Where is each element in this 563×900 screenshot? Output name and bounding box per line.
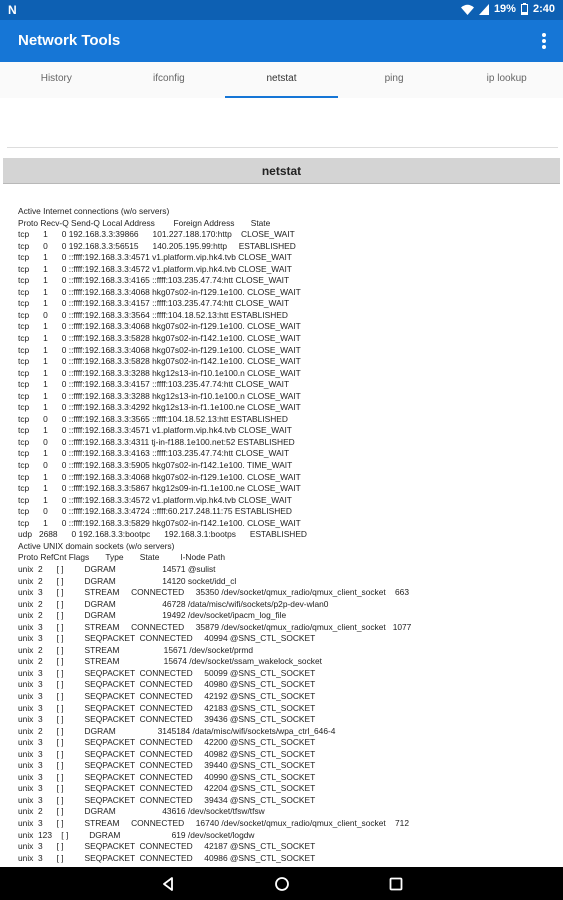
output-line: tcp 1 0 ::ffff:192.168.3.3:4068 hkg07s02-in-f129.1e100. CLOSE_WAIT	[18, 471, 301, 482]
output-line: tcp 1 0 ::ffff:192.168.3.3:4068 hkg07s02-in-f129.1e100. CLOSE_WAIT	[18, 286, 301, 297]
output-line: unix 3 [ ] SEQPACKET CONNECTED 42187 @SNS_CTL_SOCKET	[18, 841, 316, 852]
output-line: tcp 1 0 ::ffff:192.168.3.3:5828 hkg07s02-in-f142.1e100. CLOSE_WAIT	[18, 356, 301, 367]
output-line: unix 2 [ ] DGRAM 3145184 /data/misc/wifi/sockets/wpa_ctrl_646-4	[18, 725, 336, 736]
output-line: unix 3 [ ] SEQPACKET CONNECTED 40980 @SNS_CTL_SOCKET	[18, 679, 316, 690]
tab-netstat[interactable]: netstat	[225, 62, 338, 98]
tab-ip-lookup[interactable]: ip lookup	[486, 73, 527, 84]
output-line: tcp 1 0 ::ffff:192.168.3.3:4572 v1.platform.vip.hk4.tvb CLOSE_WAIT	[18, 494, 292, 505]
output-line: unix 3 [ ] SEQPACKET CONNECTED 42192 @SNS_CTL_SOCKET	[18, 690, 316, 701]
more-vert-icon[interactable]	[537, 31, 551, 51]
app-title: Network Tools	[18, 32, 121, 49]
output-line: unix 2 [ ] DGRAM 43616 /dev/socket/tfsw/tfsw	[18, 806, 265, 817]
output-line: unix 3 [ ] STREAM CONNECTED 35350 /dev/socket/qmux_radio/qmux_client_socket 663	[18, 587, 409, 598]
output-line: unix 2 [ ] STREAM 15671 /dev/socket/prmd	[18, 644, 254, 655]
status-bar	[0, 0, 563, 20]
output-line: unix 2 [ ] DGRAM 46728 /data/misc/wifi/sockets/p2p-dev-wlan0	[18, 598, 329, 609]
output-line: unix 2 [ ] STREAM 15674 /dev/socket/ssam_wakelock_socket	[18, 656, 322, 667]
output-line: unix 123 [ ] DGRAM 619 /dev/socket/logdw	[18, 829, 255, 840]
navigation-bar	[0, 867, 563, 900]
output-line: tcp 1 0 ::ffff:192.168.3.3:4163 ::ffff:103.235.47.74:htt CLOSE_WAIT	[18, 448, 290, 459]
output-line: unix 3 [ ] SEQPACKET CONNECTED 39434 @SNS_CTL_SOCKET	[18, 794, 316, 805]
netstat-button[interactable]: netstat	[3, 158, 560, 184]
output-line: unix 3 [ ] SEQPACKET CONNECTED 42200 @SNS_CTL_SOCKET	[18, 737, 316, 748]
output-line: unix 2 [ ] DGRAM 19492 /dev/socket/ipacm_log_file	[18, 610, 287, 621]
netstat-output	[18, 206, 558, 866]
output-line: unix 3 [ ] SEQPACKET CONNECTED 40986 @SNS_CTL_SOCKET	[18, 852, 316, 863]
output-line: tcp 1 0 ::ffff:192.168.3.3:5829 hkg07s02-in-f142.1e100. CLOSE_WAIT	[18, 517, 301, 528]
output-line: tcp 1 0 ::ffff:192.168.3.3:4068 hkg07s02-in-f129.1e100. CLOSE_WAIT	[18, 344, 301, 355]
output-line: Proto RefCnt Flags Type State I-Node Path	[18, 552, 225, 563]
output-line: tcp 1 0 ::ffff:192.168.3.3:4165 ::ffff:103.235.47.74:htt CLOSE_WAIT	[18, 275, 290, 286]
output-line: tcp 1 0 ::ffff:192.168.3.3:4292 hkg12s13-in-f1.1e100.ne CLOSE_WAIT	[18, 402, 301, 413]
divider	[7, 147, 558, 148]
clock: 2:40	[532, 3, 555, 15]
output-line: unix 3 [ ] SEQPACKET CONNECTED 40982 @SNS_CTL_SOCKET	[18, 748, 316, 759]
output-line: unix 3 [ ] SEQPACKET CONNECTED 50099 @SNS_CTL_SOCKET	[18, 667, 316, 678]
output-line: udp 2688 0 192.168.3.3:bootpc 192.168.3.1:bootps ESTABLISHED	[18, 529, 307, 540]
tab-history[interactable]: History	[40, 73, 72, 84]
tab-bar	[0, 62, 563, 98]
output-line: tcp 0 0 192.168.3.3:56515 140.205.195.99:http ESTABLISHED	[18, 240, 296, 251]
output-line: unix 3 [ ] STREAM CONNECTED 16740 /dev/socket/qmux_radio/qmux_client_socket 712	[18, 817, 409, 828]
output-line: tcp 0 0 ::ffff:192.168.3.3:3565 ::ffff:104.18.52.13:htt ESTABLISHED	[18, 413, 288, 424]
output-line: tcp 1 0 ::ffff:192.168.3.3:4068 hkg07s02-in-f129.1e100. CLOSE_WAIT	[18, 321, 301, 332]
status-icons	[461, 3, 555, 15]
output-line: tcp 1 0 ::ffff:192.168.3.3:4157 ::ffff:103.235.47.74:htt CLOSE_WAIT	[18, 379, 290, 390]
tab-ping[interactable]: ping	[384, 73, 404, 84]
output-line: tcp 1 0 ::ffff:192.168.3.3:3288 hkg12s13-in-f10.1e100.n CLOSE_WAIT	[18, 367, 301, 378]
wifi-icon	[461, 4, 474, 15]
output-line: unix 3 [ ] SEQPACKET CONNECTED 40990 @SNS_CTL_SOCKET	[18, 771, 316, 782]
output-line: tcp 0 0 ::ffff:192.168.3.3:5905 hkg07s02-in-f142.1e100. TIME_WAIT	[18, 460, 293, 471]
output-line: tcp 1 0 ::ffff:192.168.3.3:4571 v1.platform.vip.hk4.tvb CLOSE_WAIT	[18, 252, 292, 263]
output-line: tcp 0 0 ::ffff:192.168.3.3:4311 tj-in-f188.1e100.net:52 ESTABLISHED	[18, 436, 295, 447]
output-line: tcp 1 0 ::ffff:192.168.3.3:4157 ::ffff:103.235.47.74:htt CLOSE_WAIT	[18, 298, 290, 309]
signal-icon	[479, 4, 489, 15]
output-line: unix 3 [ ] SEQPACKET CONNECTED 40994 @SNS_CTL_SOCKET	[18, 633, 316, 644]
output-line: unix 2 [ ] DGRAM 14571 @sulist	[18, 563, 216, 574]
output-line: unix 3 [ ] SEQPACKET CONNECTED 42204 @SNS_CTL_SOCKET	[18, 783, 316, 794]
home-icon[interactable]	[274, 876, 290, 892]
output-line: unix 3 [ ] SEQPACKET CONNECTED 39436 @SNS_CTL_SOCKET	[18, 714, 316, 725]
output-line: unix 2 [ ] DGRAM 14120 socket/idd_cl	[18, 575, 237, 586]
output-line: Active UNIX domain sockets (w/o servers)	[18, 540, 175, 551]
output-line: tcp 1 0 ::ffff:192.168.3.3:4571 v1.platform.vip.hk4.tvb CLOSE_WAIT	[18, 425, 292, 436]
output-line: tcp 1 0 192.168.3.3:39866 101.227.188.170:http CLOSE_WAIT	[18, 229, 295, 240]
recents-icon[interactable]	[388, 876, 404, 892]
battery-text: 19%	[493, 3, 516, 15]
output-line: unix 3 [ ] SEQPACKET CONNECTED 42183 @SNS_CTL_SOCKET	[18, 702, 316, 713]
notification-icon: N	[8, 3, 17, 17]
battery-icon	[521, 3, 528, 15]
back-icon[interactable]	[160, 876, 176, 892]
output-line: Active Internet connections (w/o servers)	[18, 206, 170, 216]
output-line: Proto Recv-Q Send-Q Local Address Foreign Address State	[18, 217, 271, 228]
output-line: unix 3 [ ] SEQPACKET CONNECTED 39440 @SNS_CTL_SOCKET	[18, 760, 316, 771]
output-line: tcp 1 0 ::ffff:192.168.3.3:4572 v1.platform.vip.hk4.tvb CLOSE_WAIT	[18, 263, 292, 274]
output-line: tcp 1 0 ::ffff:192.168.3.3:3288 hkg12s13-in-f10.1e100.n CLOSE_WAIT	[18, 390, 301, 401]
output-line: tcp 0 0 ::ffff:192.168.3.3:4724 ::ffff:60.217.248.11:75 ESTABLISHED	[18, 506, 292, 517]
output-line: tcp 1 0 ::ffff:192.168.3.3:5867 hkg12s09-in-f1.1e100.ne CLOSE_WAIT	[18, 483, 301, 494]
output-line: tcp 1 0 ::ffff:192.168.3.3:5828 hkg07s02-in-f142.1e100. CLOSE_WAIT	[18, 333, 301, 344]
output-line: unix 3 [ ] STREAM CONNECTED 35879 /dev/socket/qmux_radio/qmux_client_socket 1077	[18, 621, 412, 632]
app-bar	[0, 20, 563, 62]
output-line: tcp 0 0 ::ffff:192.168.3.3:3564 ::ffff:104.18.52.13:htt ESTABLISHED	[18, 309, 288, 320]
tab-ifconfig[interactable]: ifconfig	[153, 73, 185, 84]
